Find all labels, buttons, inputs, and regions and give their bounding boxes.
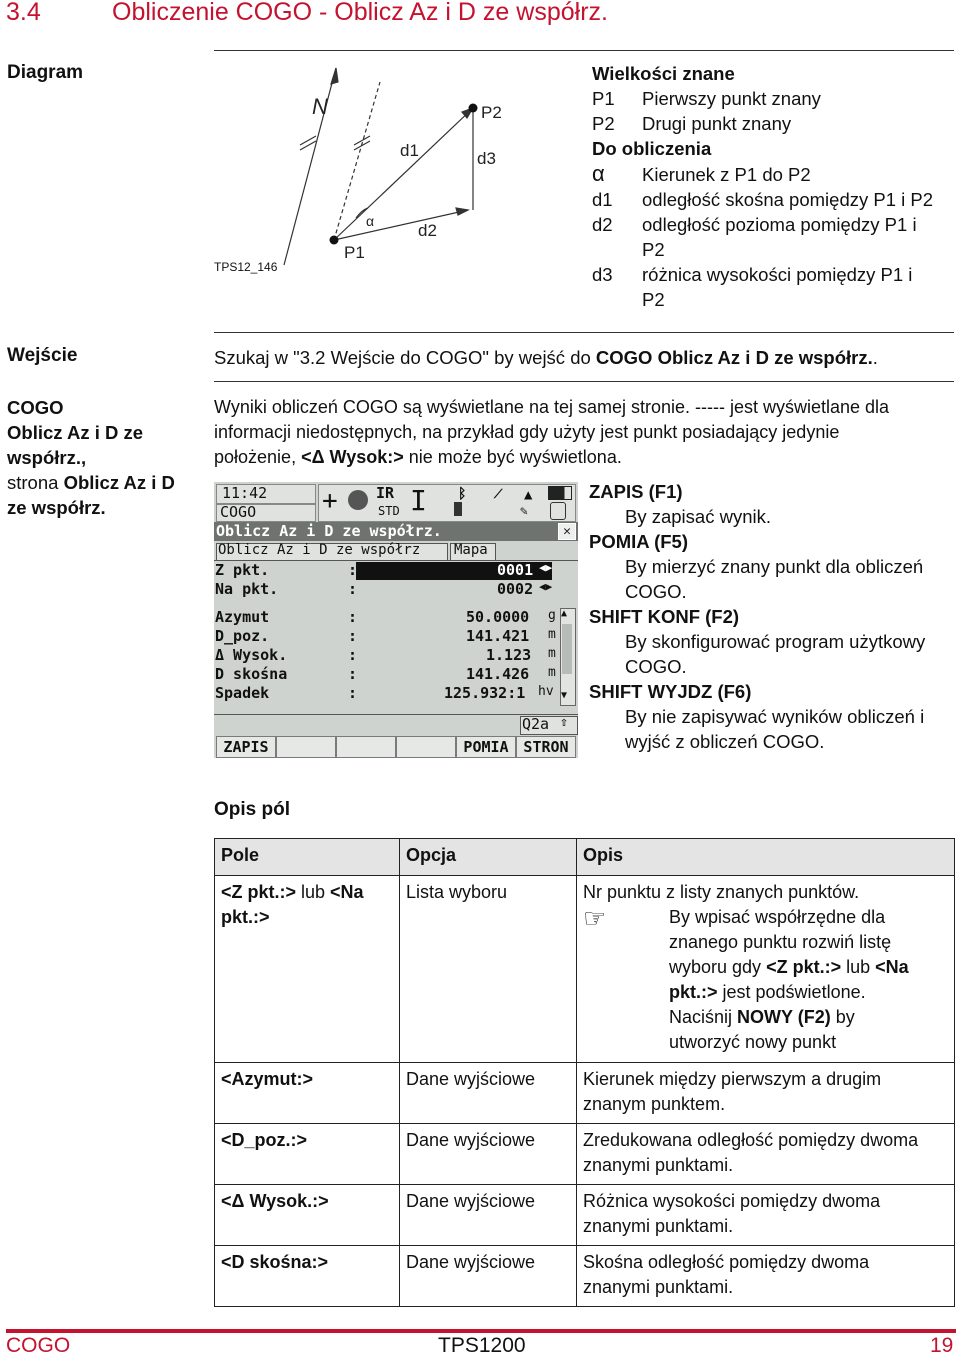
signal-icon: ⟋ <box>494 487 503 501</box>
north-axis <box>284 68 336 265</box>
access-text: Szukaj w "3.2 Wejście do COGO" by wejść do COGO Oblicz Az i D ze współrz.. <box>214 347 878 368</box>
device-screen: 11:42 COGO + IR STD I ᛒ ⟋ ▲ ✎ Oblicz Az i D ze współrz. ✕ Oblicz Az i D ze współrz Mapa Z pkt. : 0001 ◀▶ Na pkt. : 0002 ◀▶ Azymut : 50.0000 g D_poz. : 141.421 m Δ Wysok. : 1.123 m D skośna : 141.426 m Spadek : 125.932:1 hv ▲ ▼ Q2a ⇧ ZAPIS POMIA STRON <box>214 482 578 758</box>
page-title: Obliczenie COGO - Oblicz Az i D ze współrz. <box>112 0 608 26</box>
scroll-down-icon[interactable]: ▼ <box>561 690 568 701</box>
section-number: 3.4 <box>6 0 41 26</box>
line-d2 <box>334 210 468 240</box>
field-label: D skośna <box>215 665 288 683</box>
screen-title: Oblicz Az i D ze współrz. <box>216 522 442 540</box>
d3-label: d3 <box>477 149 496 168</box>
table-row: <D_poz.:> Dane wyjściowe Zredukowana odległość pomiędzy dwoma znanymi punktami. <box>215 1124 955 1185</box>
list-arrow-icon[interactable]: ◀▶ <box>539 561 553 574</box>
tab-mapa[interactable]: Mapa <box>454 542 488 558</box>
north-arrow <box>331 68 338 84</box>
tool-icon: ✎ <box>520 504 528 519</box>
bluetooth-icon: ᛒ <box>458 486 467 502</box>
p2-label: P2 <box>481 103 502 122</box>
point-p2 <box>469 104 478 113</box>
legend-row: P2 Drugi punkt znany <box>592 113 792 134</box>
divider <box>214 381 954 382</box>
point-p1 <box>330 236 339 245</box>
calc-heading: Do obliczenia <box>592 138 712 159</box>
legend-row: d3 różnica wysokości pomiędzy P1 i <box>592 264 913 285</box>
app-name: COGO <box>220 503 257 521</box>
mode-label: IR <box>376 484 395 502</box>
shift-icon: ⇧ <box>560 715 568 730</box>
diagram-figure <box>270 60 520 270</box>
field-value: 141.421 <box>466 627 530 645</box>
page-description: Wyniki obliczeń COGO są wyświetlane na tej samej stronie. ----- jest wyświetlane dla informacji niedostępnych, na przykład gdy użyty jest punkt posiadający jedynie położenie, <Δ Wysok:> nie może być wyświetlona. <box>214 397 890 467</box>
crosshair-icon: + <box>322 486 338 516</box>
table-header: Pole Opcja Opis <box>215 839 955 876</box>
target-icon <box>348 490 368 510</box>
legend-block <box>592 61 933 312</box>
legend-row: P1 Pierwszy punkt znany <box>592 88 821 109</box>
field-value: 1.123 <box>486 646 532 664</box>
legend-row: d1 odległość skośna pomiędzy P1 i P2 <box>592 189 934 210</box>
field-label: Δ Wysok. <box>215 646 288 664</box>
line-d1 <box>334 108 473 240</box>
divider <box>214 50 954 51</box>
input-mode-indicator: Q2a <box>522 715 550 733</box>
field-label: Na pkt. <box>215 580 279 598</box>
north-label: N <box>312 94 328 119</box>
battery-icon <box>548 486 572 500</box>
pointing-hand-icon: ☞ <box>583 903 607 933</box>
tab-oblicz[interactable]: Oblicz Az i D ze współrz <box>218 542 421 558</box>
softkey-f6[interactable]: STRON <box>516 736 576 758</box>
field-value: 50.0000 <box>466 608 530 626</box>
table-row: <D skośna:> Dane wyjściowe Skośna odległość pomiędzy dwoma znanymi punktami. <box>215 1246 955 1307</box>
time-display: 11:42 <box>222 484 268 502</box>
field-label: Azymut <box>215 608 270 626</box>
table-row: <Azymut:> Dane wyjściowe Kierunek między pierwszym a drugim znanym punktem. <box>215 1063 955 1124</box>
softkey-f2[interactable] <box>276 736 336 758</box>
fields-table <box>214 838 955 1307</box>
field-label: Z pkt. <box>215 561 270 579</box>
softkey-f4[interactable] <box>396 736 456 758</box>
p1-label: P1 <box>344 243 365 262</box>
image-id: TPS12_146 <box>214 260 278 274</box>
diagram-label: Diagram <box>7 62 84 83</box>
battery-small-icon <box>454 502 462 516</box>
access-label: Wejście <box>7 345 78 366</box>
d1-label: d1 <box>400 141 419 160</box>
list-arrow-icon[interactable]: ◀▶ <box>539 580 553 593</box>
alpha-label: α <box>366 213 375 229</box>
table-row: <Z pkt.:> lub <Na pkt.:> Lista wyboru Nr punktu z listy znanych punktów. ☞ By wpisać współrzędne dla znanego punktu rozwiń listę wyboru gdy <Z pkt.:> lub <Na pkt.:> jest podświetlone. Naciśnij NOWY (F2) by utworzyć nowy punkt <box>215 876 955 1063</box>
field-value: 125.932:1 <box>444 684 526 702</box>
warning-icon: ▲ <box>524 487 533 503</box>
softkey-f1[interactable]: ZAPIS <box>216 736 276 758</box>
known-heading: Wielkości znane <box>592 63 735 84</box>
legend-row: P2 <box>642 239 665 260</box>
field-value: 141.426 <box>466 665 530 683</box>
divider <box>214 332 954 333</box>
footer-product: TPS1200 <box>438 1334 526 1357</box>
footer-chapter: COGO <box>6 1334 71 1357</box>
instrument-icon: I <box>410 484 427 517</box>
key-descriptions: ZAPIS (F1) By zapisać wynik. POMIA (F5) By mierzyć znany punkt dla obliczeń COGO. SHIFT KONF (F2) By skonfigurować program użytkowy COGO. SHIFT WYJDZ (F6) By nie zapisywać wyników obliczeń i wyjść z obliczeń COGO. <box>589 481 926 752</box>
legend-row: d2 odległość pozioma pomiędzy P1 i <box>592 214 917 235</box>
scroll-up-icon[interactable]: ▲ <box>561 608 568 619</box>
std-label: STD <box>378 504 400 518</box>
page-label: COGO Oblicz Az i D ze współrz., strona Oblicz Az i D ze współrz. <box>7 397 175 518</box>
scroll-thumb[interactable] <box>562 624 572 674</box>
field-label: Spadek <box>215 684 270 702</box>
footer-rule <box>6 1329 956 1333</box>
field-label: D_poz. <box>215 627 270 645</box>
to-point-select[interactable]: 0002 <box>497 580 534 598</box>
softkey-f5[interactable]: POMIA <box>456 736 516 758</box>
softkey-f3[interactable] <box>336 736 396 758</box>
d2-label: d2 <box>418 221 437 240</box>
legend-row: α Kierunek z P1 do P2 <box>592 161 811 186</box>
close-icon[interactable]: ✕ <box>558 523 576 540</box>
legend-row: P2 <box>642 289 665 310</box>
fields-heading: Opis pól <box>214 799 290 820</box>
memory-icon <box>550 502 566 520</box>
table-row: <Δ Wysok.:> Dane wyjściowe Różnica wysokości pomiędzy dwoma znanymi punktami. <box>215 1185 955 1246</box>
page-number: 19 <box>930 1334 954 1357</box>
from-point-select[interactable]: 0001 <box>497 561 534 579</box>
